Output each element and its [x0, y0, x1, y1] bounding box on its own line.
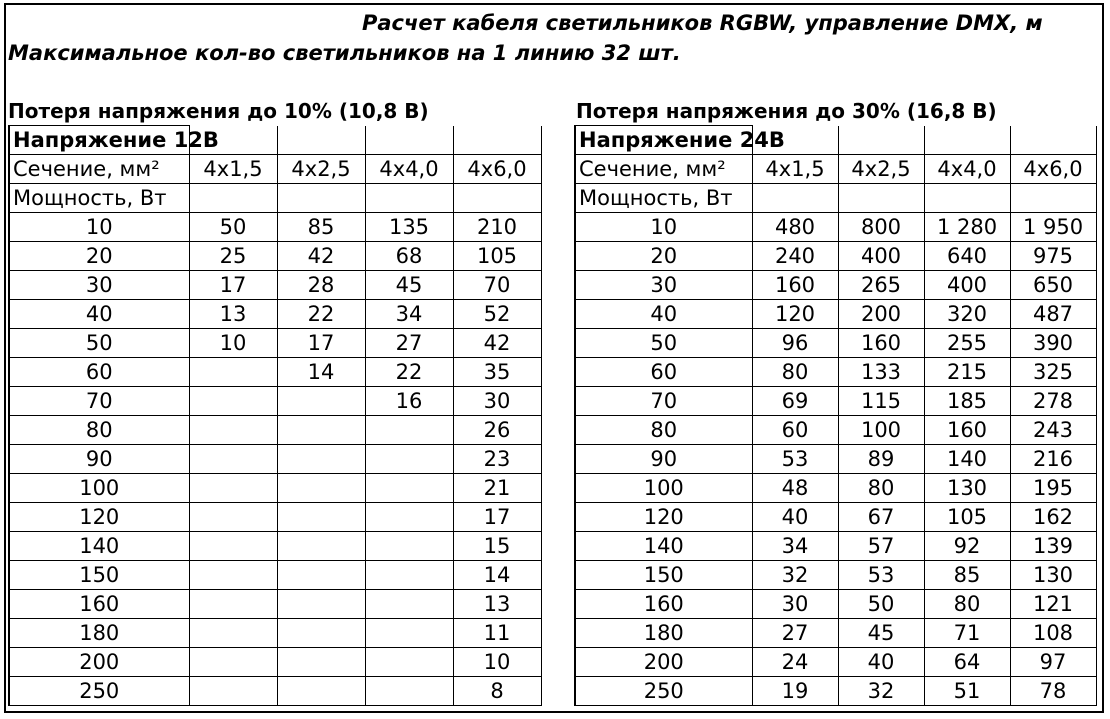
length-cell: 14 — [277, 358, 365, 387]
table-row — [9, 619, 541, 648]
table-row — [575, 532, 1096, 561]
empty-cell — [453, 126, 541, 155]
length-cell — [365, 416, 453, 445]
length-cell — [189, 358, 277, 387]
section-header: 4х2,5 — [838, 155, 924, 184]
power-cell: 50 — [9, 329, 189, 358]
power-cell: 70 — [9, 387, 189, 416]
section-label: Сечение, мм² — [9, 155, 189, 184]
voltage-header: Напряжение 12В — [9, 126, 189, 155]
power-cell: 50 — [575, 329, 752, 358]
empty-cell — [838, 126, 924, 155]
length-cell — [277, 387, 365, 416]
length-cell: 22 — [277, 300, 365, 329]
length-cell: 105 — [453, 242, 541, 271]
power-label-row — [575, 184, 1096, 213]
length-cell: 26 — [453, 416, 541, 445]
cable-table-12v — [8, 125, 542, 706]
length-cell: 17 — [277, 329, 365, 358]
table-row — [575, 329, 1096, 358]
length-cell: 10 — [189, 329, 277, 358]
length-cell — [277, 503, 365, 532]
power-cell: 250 — [9, 677, 189, 706]
voltage-loss-label-24v: Потеря напряжения до 30% (16,8 В) — [576, 99, 997, 123]
power-label-row — [9, 184, 541, 213]
length-cell: 640 — [924, 242, 1010, 271]
empty-cell — [1010, 184, 1096, 213]
length-cell: 27 — [752, 619, 838, 648]
length-cell: 67 — [838, 503, 924, 532]
section-label: Сечение, мм² — [575, 155, 752, 184]
length-cell: 195 — [1010, 474, 1096, 503]
power-cell: 140 — [9, 532, 189, 561]
length-cell: 89 — [838, 445, 924, 474]
power-cell: 40 — [9, 300, 189, 329]
table-row — [575, 590, 1096, 619]
length-cell — [189, 503, 277, 532]
section-header: 4х6,0 — [453, 155, 541, 184]
power-cell: 100 — [575, 474, 752, 503]
table-row — [9, 677, 541, 706]
power-cell: 10 — [9, 213, 189, 242]
table-row — [9, 242, 541, 271]
table-row — [575, 474, 1096, 503]
length-cell: 80 — [838, 474, 924, 503]
length-cell: 13 — [189, 300, 277, 329]
length-cell: 255 — [924, 329, 1010, 358]
table-row — [575, 300, 1096, 329]
length-cell: 975 — [1010, 242, 1096, 271]
power-cell: 150 — [9, 561, 189, 590]
length-cell: 21 — [453, 474, 541, 503]
table-row — [575, 358, 1096, 387]
section-header: 4х1,5 — [752, 155, 838, 184]
power-cell: 200 — [9, 648, 189, 677]
length-cell: 160 — [752, 271, 838, 300]
length-cell: 243 — [1010, 416, 1096, 445]
length-cell: 53 — [838, 561, 924, 590]
table-row — [575, 271, 1096, 300]
length-cell: 325 — [1010, 358, 1096, 387]
table-row — [575, 387, 1096, 416]
length-cell: 40 — [838, 648, 924, 677]
length-cell — [189, 387, 277, 416]
length-cell — [365, 474, 453, 503]
length-cell: 185 — [924, 387, 1010, 416]
table-row — [9, 358, 541, 387]
length-cell — [189, 561, 277, 590]
table-row — [575, 416, 1096, 445]
table-row — [575, 677, 1096, 706]
length-cell: 115 — [838, 387, 924, 416]
length-cell: 42 — [277, 242, 365, 271]
length-cell: 68 — [365, 242, 453, 271]
length-cell: 28 — [277, 271, 365, 300]
cable-table-12v-body — [9, 213, 541, 706]
power-cell: 100 — [9, 474, 189, 503]
table-row — [9, 445, 541, 474]
length-cell: 278 — [1010, 387, 1096, 416]
table-row — [9, 503, 541, 532]
voltage-header: Напряжение 24В — [575, 126, 752, 155]
length-cell: 70 — [453, 271, 541, 300]
table-row — [9, 271, 541, 300]
empty-cell — [277, 126, 365, 155]
length-cell: 85 — [924, 561, 1010, 590]
length-cell — [189, 532, 277, 561]
length-cell — [277, 648, 365, 677]
length-cell: 85 — [277, 213, 365, 242]
empty-cell — [924, 126, 1010, 155]
section-header: 4х1,5 — [189, 155, 277, 184]
length-cell: 34 — [365, 300, 453, 329]
length-cell — [365, 445, 453, 474]
length-cell — [365, 561, 453, 590]
length-cell: 96 — [752, 329, 838, 358]
length-cell: 51 — [924, 677, 1010, 706]
length-cell: 32 — [838, 677, 924, 706]
length-cell: 215 — [924, 358, 1010, 387]
power-cell: 10 — [575, 213, 752, 242]
length-cell: 1 280 — [924, 213, 1010, 242]
empty-cell — [1010, 126, 1096, 155]
power-label: Мощность, Вт — [9, 184, 189, 213]
length-cell: 480 — [752, 213, 838, 242]
empty-cell — [453, 184, 541, 213]
length-cell: 16 — [365, 387, 453, 416]
length-cell: 390 — [1010, 329, 1096, 358]
cable-table-24v-body — [575, 213, 1096, 706]
length-cell — [189, 677, 277, 706]
length-cell: 57 — [838, 532, 924, 561]
length-cell: 35 — [453, 358, 541, 387]
length-cell: 80 — [924, 590, 1010, 619]
length-cell — [277, 561, 365, 590]
section-row — [575, 155, 1096, 184]
length-cell: 22 — [365, 358, 453, 387]
empty-cell — [752, 184, 838, 213]
length-cell — [277, 445, 365, 474]
length-cell: 27 — [365, 329, 453, 358]
length-cell — [277, 590, 365, 619]
length-cell: 78 — [1010, 677, 1096, 706]
length-cell: 48 — [752, 474, 838, 503]
length-cell: 400 — [924, 271, 1010, 300]
section-row — [9, 155, 541, 184]
table-row — [9, 300, 541, 329]
power-cell: 120 — [575, 503, 752, 532]
table-row — [9, 329, 541, 358]
length-cell: 140 — [924, 445, 1010, 474]
power-cell: 150 — [575, 561, 752, 590]
length-cell: 265 — [838, 271, 924, 300]
length-cell: 45 — [365, 271, 453, 300]
length-cell — [277, 416, 365, 445]
length-cell: 60 — [752, 416, 838, 445]
length-cell: 42 — [453, 329, 541, 358]
length-cell: 135 — [365, 213, 453, 242]
length-cell: 69 — [752, 387, 838, 416]
length-cell — [365, 532, 453, 561]
empty-cell — [365, 126, 453, 155]
length-cell — [189, 416, 277, 445]
length-cell: 15 — [453, 532, 541, 561]
table-row — [9, 213, 541, 242]
empty-cell — [189, 184, 277, 213]
length-cell: 17 — [453, 503, 541, 532]
empty-cell — [365, 184, 453, 213]
length-cell: 25 — [189, 242, 277, 271]
length-cell — [365, 590, 453, 619]
power-cell: 90 — [575, 445, 752, 474]
length-cell: 800 — [838, 213, 924, 242]
empty-cell — [924, 184, 1010, 213]
table-row — [575, 619, 1096, 648]
power-cell: 200 — [575, 648, 752, 677]
length-cell: 108 — [1010, 619, 1096, 648]
length-cell: 200 — [838, 300, 924, 329]
table-row — [9, 387, 541, 416]
length-cell: 97 — [1010, 648, 1096, 677]
length-cell: 32 — [752, 561, 838, 590]
length-cell: 650 — [1010, 271, 1096, 300]
length-cell — [277, 619, 365, 648]
length-cell: 92 — [924, 532, 1010, 561]
power-cell: 180 — [575, 619, 752, 648]
table-row — [575, 648, 1096, 677]
length-cell: 160 — [838, 329, 924, 358]
table-row — [575, 445, 1096, 474]
length-cell: 19 — [752, 677, 838, 706]
length-cell: 64 — [924, 648, 1010, 677]
power-cell: 80 — [9, 416, 189, 445]
power-cell: 30 — [9, 271, 189, 300]
empty-cell — [838, 184, 924, 213]
length-cell: 240 — [752, 242, 838, 271]
table-row — [575, 213, 1096, 242]
length-cell: 30 — [453, 387, 541, 416]
power-cell: 20 — [575, 242, 752, 271]
length-cell: 8 — [453, 677, 541, 706]
length-cell: 45 — [838, 619, 924, 648]
document-subtitle: Максимальное кол-во светильников на 1 линию 32 шт. — [8, 41, 681, 65]
table-row — [9, 416, 541, 445]
table-row — [575, 242, 1096, 271]
length-cell: 52 — [453, 300, 541, 329]
section-header: 4х4,0 — [924, 155, 1010, 184]
length-cell — [365, 619, 453, 648]
voltage-row — [575, 126, 1096, 155]
length-cell: 34 — [752, 532, 838, 561]
length-cell — [365, 648, 453, 677]
table-row — [9, 474, 541, 503]
power-cell: 60 — [575, 358, 752, 387]
length-cell: 100 — [838, 416, 924, 445]
table-row — [9, 561, 541, 590]
power-cell: 180 — [9, 619, 189, 648]
section-header: 4х4,0 — [365, 155, 453, 184]
length-cell: 11 — [453, 619, 541, 648]
length-cell: 162 — [1010, 503, 1096, 532]
power-cell: 20 — [9, 242, 189, 271]
section-header: 4х6,0 — [1010, 155, 1096, 184]
length-cell — [365, 503, 453, 532]
length-cell: 105 — [924, 503, 1010, 532]
table-row — [9, 590, 541, 619]
power-cell: 250 — [575, 677, 752, 706]
power-cell: 70 — [575, 387, 752, 416]
power-cell: 160 — [575, 590, 752, 619]
length-cell: 30 — [752, 590, 838, 619]
power-cell: 120 — [9, 503, 189, 532]
voltage-loss-label-12v: Потеря напряжения до 10% (10,8 В) — [8, 99, 429, 123]
length-cell: 14 — [453, 561, 541, 590]
length-cell: 320 — [924, 300, 1010, 329]
length-cell: 50 — [189, 213, 277, 242]
length-cell — [189, 474, 277, 503]
length-cell: 130 — [1010, 561, 1096, 590]
length-cell: 139 — [1010, 532, 1096, 561]
length-cell: 24 — [752, 648, 838, 677]
length-cell: 400 — [838, 242, 924, 271]
power-cell: 30 — [575, 271, 752, 300]
length-cell: 23 — [453, 445, 541, 474]
table-row — [9, 532, 541, 561]
length-cell — [189, 648, 277, 677]
length-cell: 160 — [924, 416, 1010, 445]
length-cell — [189, 445, 277, 474]
length-cell: 133 — [838, 358, 924, 387]
cable-table-24v — [574, 125, 1097, 706]
length-cell: 216 — [1010, 445, 1096, 474]
power-cell: 90 — [9, 445, 189, 474]
table-row — [575, 503, 1096, 532]
length-cell — [365, 677, 453, 706]
length-cell — [189, 619, 277, 648]
length-cell — [189, 590, 277, 619]
power-label: Мощность, Вт — [575, 184, 752, 213]
length-cell: 50 — [838, 590, 924, 619]
power-cell: 140 — [575, 532, 752, 561]
length-cell: 130 — [924, 474, 1010, 503]
power-cell: 60 — [9, 358, 189, 387]
length-cell: 40 — [752, 503, 838, 532]
length-cell: 10 — [453, 648, 541, 677]
power-cell: 160 — [9, 590, 189, 619]
length-cell: 487 — [1010, 300, 1096, 329]
length-cell — [277, 677, 365, 706]
length-cell: 71 — [924, 619, 1010, 648]
power-cell: 40 — [575, 300, 752, 329]
length-cell: 53 — [752, 445, 838, 474]
document-title: Расчет кабеля светильников RGBW, управление DMX, м — [362, 11, 1043, 35]
length-cell: 120 — [752, 300, 838, 329]
empty-cell — [277, 184, 365, 213]
length-cell — [277, 532, 365, 561]
length-cell: 121 — [1010, 590, 1096, 619]
length-cell — [277, 474, 365, 503]
length-cell: 80 — [752, 358, 838, 387]
length-cell: 210 — [453, 213, 541, 242]
length-cell: 17 — [189, 271, 277, 300]
length-cell: 1 950 — [1010, 213, 1096, 242]
length-cell: 13 — [453, 590, 541, 619]
table-row — [9, 648, 541, 677]
voltage-row — [9, 126, 541, 155]
table-row — [575, 561, 1096, 590]
power-cell: 80 — [575, 416, 752, 445]
section-header: 4х2,5 — [277, 155, 365, 184]
